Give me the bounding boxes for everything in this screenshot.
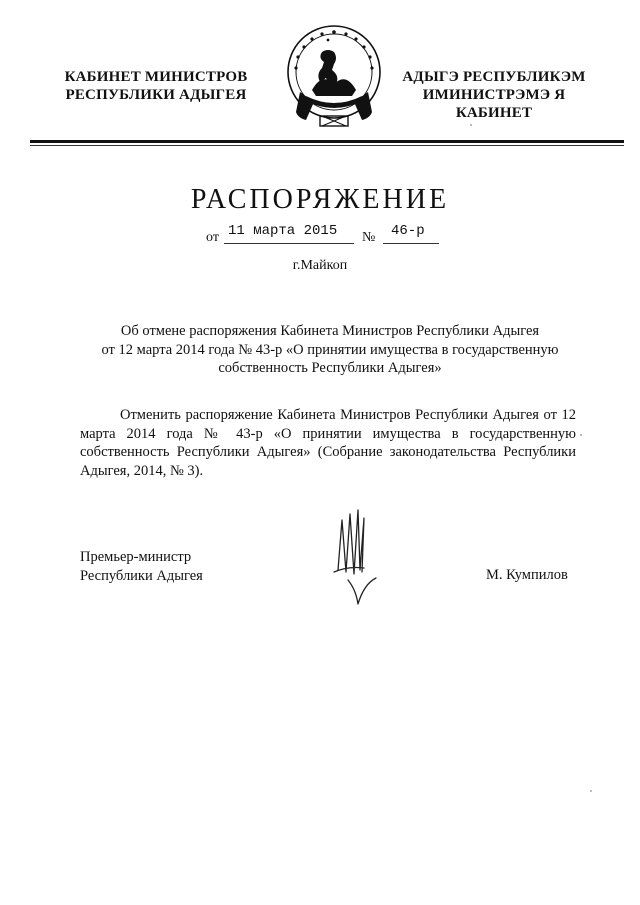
date-prefix: от: [206, 230, 219, 245]
issuer-name-adyghe-line1: АДЫГЭ РЕСПУБЛИКЭМ: [402, 69, 586, 85]
issuer-name-adyghe-line2: ИМИНИСТРЭМЭ Я КАБИНЕТ: [422, 87, 566, 121]
signatory-position: [80, 548, 203, 585]
document-subject: [60, 322, 600, 378]
signatory-position-line1: Премьер-министр: [80, 549, 192, 565]
header-rule-thin: [30, 145, 624, 146]
coat-of-arms-of-adygea-icon: [282, 22, 386, 134]
issuer-name-adyghe: [388, 68, 600, 122]
issuer-name-russian-line1: КАБИНЕТ МИНИСТРОВ: [64, 69, 248, 85]
number-prefix: №: [362, 230, 376, 245]
date-value: 11 марта 2015: [228, 223, 338, 239]
date-number-line: [0, 224, 640, 248]
issuer-name-russian-line2: РЕСПУБЛИКИ АДЫГЕЯ: [65, 87, 247, 103]
issuer-name-russian: [56, 68, 256, 104]
subject-line1: Об отмене распоряжения Кабинета Министров Республики Адыгея: [120, 323, 540, 339]
number-value: 46-р: [391, 223, 425, 239]
subject-line2: от 12 марта 2014 года № 43-р «О принятии имущества в государственную: [101, 341, 559, 358]
city: г.Майкоп: [292, 258, 348, 273]
subject-line3: собственность Республики Адыгея»: [218, 360, 442, 376]
handwritten-signature: [318, 500, 388, 608]
date-field: [224, 223, 354, 244]
scan-speck: [470, 124, 472, 126]
scan-speck: [580, 434, 582, 436]
header-rule-thick: [30, 140, 624, 143]
document-body: Отменить распоряжение Кабинета Министров Республики Адыгея от 12 марта 2014 года № 43-р «О принятии имущества в государственную собственность Республики Адыгея» (Собрание законодательства Республики Адыгея, 2014, № 3).: [80, 407, 576, 479]
document-title: РАСПОРЯЖЕНИЕ: [190, 184, 450, 215]
scan-speck: [590, 790, 592, 792]
signatory-position-line2: Республики Адыгея: [80, 567, 203, 584]
signatory-name: М. Кумпилов: [486, 567, 568, 583]
number-field: [383, 223, 439, 244]
